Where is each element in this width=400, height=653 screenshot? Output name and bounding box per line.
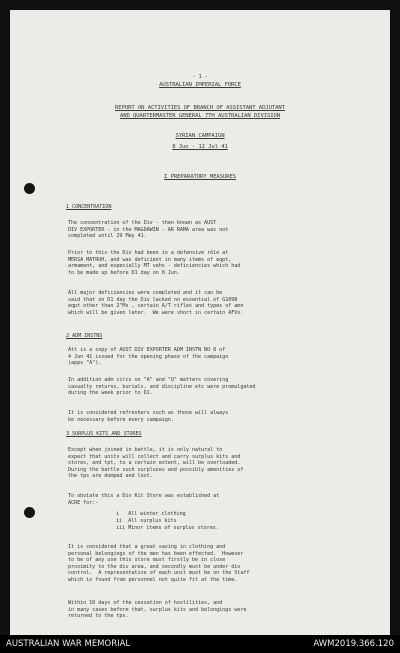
punch-hole <box>24 507 35 518</box>
campaign-title: SYRIAN CAMPAIGN <box>175 133 225 139</box>
section-3-para-1: Except when joined in battle, it is only natural to expect that units will collect and carry surplus kits and stores, and tpt, to a certain extent, will be overloaded. During the battle such surpluses and possibly amenities of the tps are dumped and lost. <box>68 447 244 480</box>
section-2-title: 2 ADM INSTNS <box>66 333 103 339</box>
document-page <box>10 10 390 635</box>
report-title-line2: AND QUARTERMASTER GENERAL 7TH AUSTRALIAN DIVISION <box>119 113 281 119</box>
archive-footer <box>0 635 400 653</box>
section-3-list-item: iii Minor items of surplus stores. <box>116 525 219 531</box>
section-2-para-2: In addition adm circs on "A" and "Q" matters covering casualty returns, burials, and discipline etc were promulgated during the week prior to D1. <box>68 377 256 397</box>
part-title: I PREPARATORY MEASURES <box>164 174 236 180</box>
archive-name: AUSTRALIAN WAR MEMORIAL <box>6 639 131 649</box>
section-1-title: 1 CONCENTRATION <box>66 204 112 210</box>
section-3-para-2: To obviate this a Div Kit Store was established at ACRE for:- <box>68 493 220 506</box>
force-heading: AUSTRALIAN IMPERIAL FORCE <box>159 82 241 88</box>
campaign-dates: 8 Jun - 12 Jul 41 <box>172 144 228 150</box>
section-3-title: 3 SURPLUS KITS AND STORES <box>66 431 142 437</box>
section-3-list-item: ii All surplus kits <box>116 518 177 524</box>
section-3-list-item: i All winter clothing <box>116 511 186 517</box>
page-number: - 1 - <box>192 74 208 80</box>
section-2-para-1: Att is a copy of AUST DIV EXPORTER ADM INSTN NO 8 of 4 Jun 41 issued for the opening phase of the campaign (appx "A"). <box>68 347 229 367</box>
section-3-para-3: It is considered that a great saving in clothing and personal belongings of the men has been effected. However to be of any use this store must firstly be in close proximity to the div area, and secondly must be under div control. A representative of each unit must be on the Staff which is found from personnel not quite fit at the time. <box>68 544 250 583</box>
archive-reference: AWM2019.366.120 <box>313 639 394 649</box>
section-3-para-4: Within 10 days of the cessation of hostilities, and in many cases before that, surplus kits and belongings were returned to the tps. <box>68 600 247 620</box>
section-1-para-1: The concentration of the Div - then known as AUST DIV EXPORTER - in the MAGDAWIN - AR RAMA area was not completed until 29 May 41. <box>68 220 229 240</box>
punch-hole <box>24 183 35 194</box>
report-title-line1: REPORT ON ACTIVITIES OF BRANCH OF ASSISTANT ADJUTANT <box>115 105 285 111</box>
section-1-para-3: All major deficiencies were completed and it can be said that on D1 day the Div lacked no essential of G1098 eqpt other than 2"Ms , certain A/T rifles and types of amn which will be given later. We were short in certain AFVs. <box>68 290 244 316</box>
section-1-para-2: Prior to this the Div had been in a defensive rôle at MERSA MATRUH, and was deficient in many items of eqpt, armament, and especially MT vehs - deficiencies which had to be made up before D1 day on 8 Jun. <box>68 250 241 276</box>
section-2-para-3: It is considered refreshers such as those will always be necessary before every campaign. <box>68 410 229 423</box>
